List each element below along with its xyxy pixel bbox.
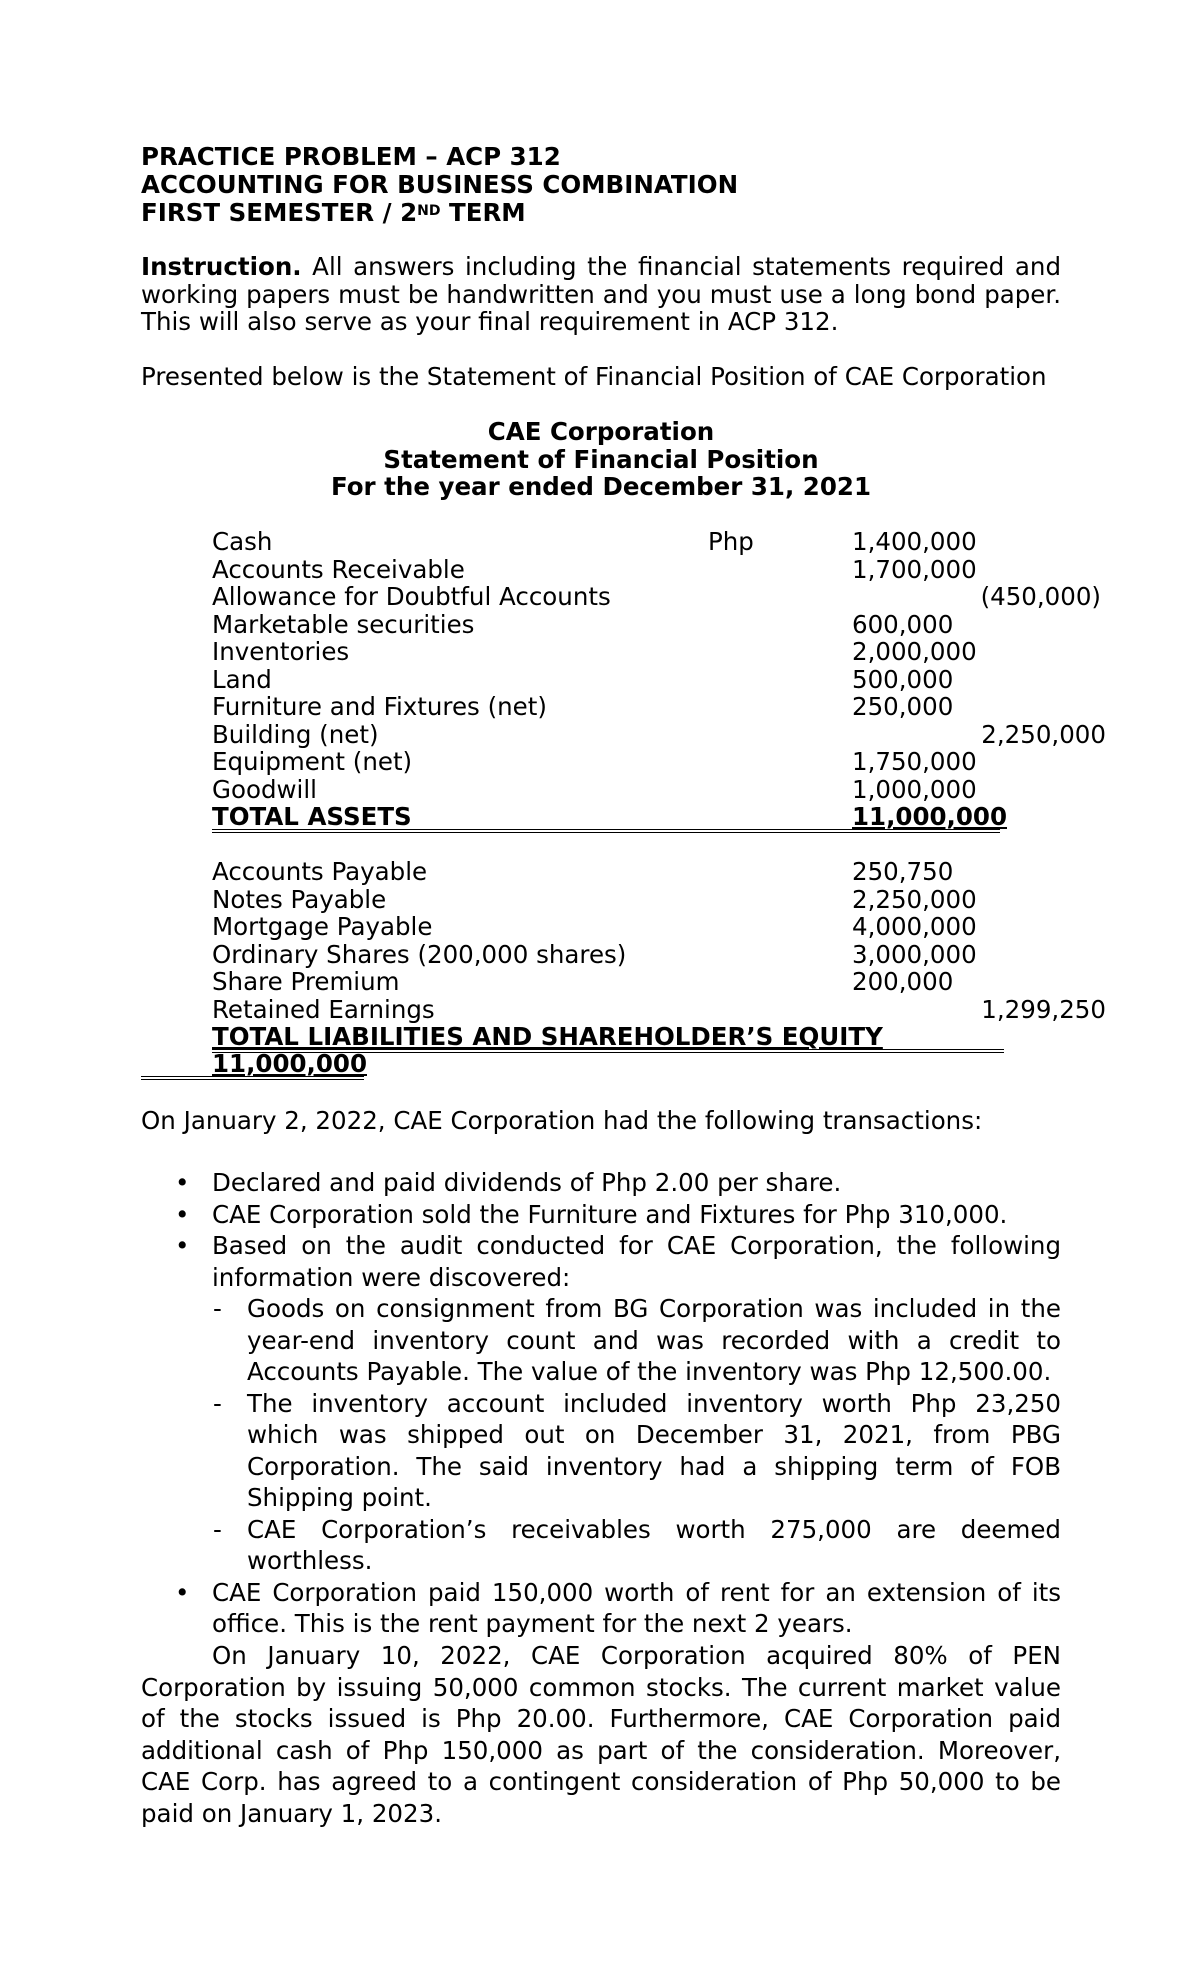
asset-label: Inventories [212,637,350,666]
instruction-paragraph [141,253,1061,336]
header-line-3-post: TERM [440,198,526,227]
header-line-3 [141,199,738,227]
total-assets-underline [212,832,1000,833]
asset-label: Building (net) [212,720,379,749]
bullet-icon: • [175,1168,190,1197]
bullet-text: CAE Corporation sold the Furniture and Fixtures for Php 310,000. [212,1199,1008,1229]
asset-amount: 250,000 [852,692,954,721]
liability-label: Notes Payable [212,885,387,914]
statement-title: Statement of Financial Position [383,444,819,474]
asset-label: Goodwill [212,775,317,804]
list-item [141,1577,1061,1640]
intro-paragraph: Presented below is the Statement of Financial Position of CAE Corporation [141,362,1047,391]
total-liabilities-equity-label: TOTAL LIABILITIES AND SHAREHOLDER’S EQUITY [212,1022,883,1051]
equity-label: Ordinary Shares (200,000 shares) [212,940,627,969]
asset-amount: 1,000,000 [852,775,977,804]
dash-icon: - [213,1514,222,1544]
sub-list-item [141,1388,1061,1514]
equity-label: Retained Earnings [212,995,435,1024]
statement-company: CAE Corporation [487,417,715,446]
asset-amount: (450,000) [980,582,1101,611]
asset-amount: 2,000,000 [852,637,977,666]
total-assets-label: TOTAL ASSETS [212,802,412,831]
list-item [141,1230,1061,1293]
sub-item-text: The inventory account included inventory worth Php 23,250 which was shipped out on December 31, 2021, from PBG Corporation. The said inventory had a shipping term of FOB Shipping point. [247,1388,1061,1512]
sub-list-item [141,1514,1061,1577]
bullet-icon: • [175,1577,190,1607]
asset-label: Furniture and Fixtures (net) [212,692,547,721]
asset-amount: 600,000 [852,610,954,639]
asset-amount: 2,250,000 [981,720,1106,749]
asset-label: Allowance for Doubtful Accounts [212,582,611,611]
total-assets-amount: 11,000,000 [852,802,1007,831]
list-item [141,1167,1061,1199]
list-item [141,1199,1061,1231]
bullet-icon: • [175,1199,190,1229]
liability-amount: 2,250,000 [852,885,977,914]
liability-amount: 4,000,000 [852,912,977,941]
dash-icon: - [213,1388,222,1418]
bullet-icon: • [175,1231,190,1260]
equity-amount: 200,000 [852,967,954,996]
asset-label: Accounts Receivable [212,555,465,584]
transactions-list [141,1167,1061,1640]
asset-amount: 1,400,000 [852,527,977,556]
equity-amount: 1,299,250 [981,995,1106,1024]
bullet-text: Declared and paid dividends of Php 2.00 per share. [212,1168,842,1197]
header-line-3-sup: ND [417,203,441,219]
header-line-2: ACCOUNTING FOR BUSINESS COMBINATION [141,170,739,199]
asset-amount: 1,700,000 [852,555,977,584]
total-liabilities-equity-amount: 11,000,000 [212,1049,367,1078]
acquisition-paragraph: On January 10, 2022, CAE Corporation acquired 80% of PEN Corporation by issuing 50,000 common stocks. The current market value of the stocks issued is Php 20.00. Furthermore, CAE Corporation paid additional cash of Php 150,000 as part of the consideration. Moreover, CAE Corp. has agreed to a contingent consideration of Php 50,000 to be paid on January 1, 2023. [141,1641,1061,1828]
asset-amount: 500,000 [852,665,954,694]
dash-icon: - [213,1294,222,1323]
currency-label: Php [708,527,754,556]
header-line-1: PRACTICE PROBLEM – ACP 312 [141,142,561,171]
equity-amount: 3,000,000 [852,940,977,969]
liability-amount: 250,750 [852,857,954,886]
asset-label: Cash [212,527,273,556]
document-header [141,143,738,227]
sub-item-text: Goods on consignment from BG Corporation was included in the year-end inventory count and was recorded with a credit to Accounts Payable. The value of the inventory was Php 12,500.00. [247,1294,1061,1386]
header-line-3-pre: FIRST SEMESTER / 2 [141,198,418,227]
asset-label: Equipment (net) [212,747,413,776]
sub-list-item [141,1293,1061,1388]
liability-label: Mortgage Payable [212,912,433,941]
total-assets-underline [212,829,1000,830]
asset-amount: 1,750,000 [852,747,977,776]
statement-period: For the year ended December 31, 2021 [330,472,871,501]
instruction-label: Instruction. [141,252,302,281]
asset-label: Land [212,665,272,694]
instruction-text: All answers including the financial statements required and working papers must be handwritten and you must use a long bond paper. This will also serve as your final requirement in ACP 312. [141,252,1061,336]
bullet-text: Based on the audit conducted for CAE Corporation, the following information were discovered: [212,1231,1061,1292]
total-liabilities-amount-underline [141,1076,364,1077]
bullet-text: CAE Corporation paid 150,000 worth of rent for an extension of its office. This is the rent payment for the next 2 years. [212,1577,1061,1638]
transactions-intro: On January 2, 2022, CAE Corporation had the following transactions: [141,1106,983,1135]
equity-label: Share Premium [212,967,400,996]
sub-item-text: CAE Corporation’s receivables worth 275,000 are deemed worthless. [247,1514,1061,1575]
total-liabilities-amount-underline [141,1079,364,1080]
asset-label: Marketable securities [212,610,475,639]
statement-heading [141,418,1061,501]
liability-label: Accounts Payable [212,857,428,886]
